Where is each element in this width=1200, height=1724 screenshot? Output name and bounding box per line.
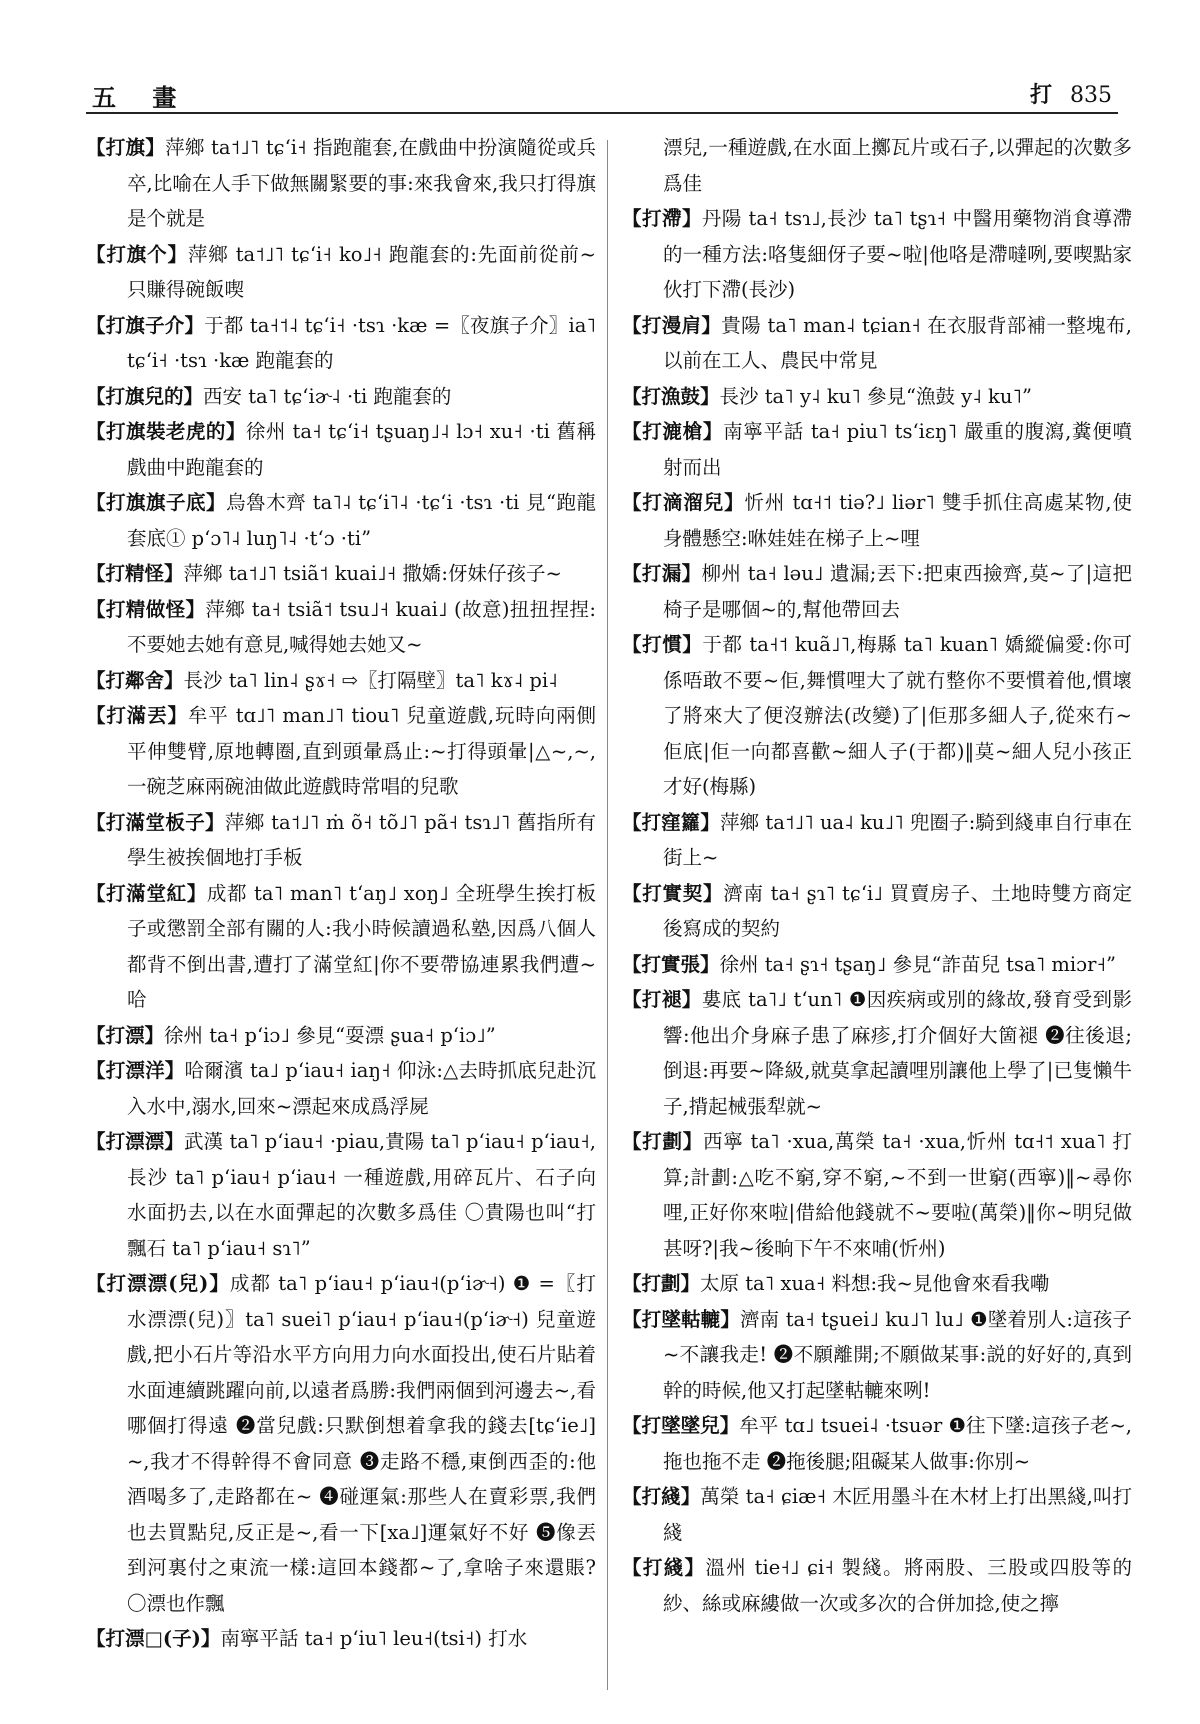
- headword: 【打旗】: [86, 136, 166, 159]
- headword: 【打旗子介】: [86, 313, 205, 337]
- headword: 【打漂洋】: [86, 1059, 185, 1082]
- dictionary-entry: 【打滴溜兒】忻州 tɑ˧˦ tiə?˩ liər˥ 雙手抓住高處某物,使身體懸空:咻娃娃在梯子上~哩: [622, 491, 1132, 550]
- headword: 【打漫肩】: [622, 313, 722, 337]
- headword: 【打旗裝老虎的】: [86, 420, 246, 443]
- dictionary-entry: 【打旗旗子底】烏魯木齊 ta˥˨ tɕʻi˥˨ ·tɕʻi ·tsɿ ·ti 見“跑龍套底① pʻɔ˥˨ luŋ˥˨ ·tʻɔ ·ti”: [86, 491, 596, 550]
- headword: 【打旗兒的】: [86, 384, 204, 408]
- headword: 【打慣】: [622, 633, 703, 656]
- headword: 【打窪籮】: [622, 810, 720, 834]
- headword: 【打滯】: [622, 207, 702, 230]
- headword: 【打漂漂(兒)】: [86, 1272, 230, 1295]
- headword: 【打漁鼓】: [622, 384, 720, 408]
- headword: 【打滴溜兒】: [622, 491, 745, 514]
- headword: 【打漉槍】: [622, 420, 724, 443]
- dictionary-entry: 【打滿丟】牟平 tɑ˩˥ man˩˥ tiou˥ 兒童遊戲,玩時向兩側平伸雙臂,原地轉圈,直到頭暈爲止:~打得頭暈|△~,~,一碗芝麻兩碗油做此遊戲時常唱的兒歌: [86, 704, 596, 798]
- dictionary-entry: 【打精做怪】萍鄉 ta˧ tsiã˦ tsu˩˧ kuai˩ (故意)扭扭捏捏:不要她去她有意見,喊得她去她又~: [86, 597, 596, 656]
- dictionary-entry: 漂兒,一種遊戲,在水面上擲瓦片或石子,以彈起的次數多爲佳: [662, 136, 1132, 195]
- page-number: 835: [1070, 83, 1112, 108]
- headword: 【打綫】: [622, 1485, 701, 1508]
- headword: 【打褪】: [622, 988, 702, 1011]
- dictionary-entry: 【打漂漂】武漢 ta˥ pʻiau˧ ·piau,貴陽 ta˥ pʻiau˧ pʻiau˧,長沙 ta˥ pʻiau˧ pʻiau˧ 一種遊戲,用碎瓦片、石子向水面扔去,以在水面彈起的次數多爲佳 〇貴陽也叫“打飄石 ta˥ pʻiau˧ sɿ˥”: [86, 1130, 596, 1260]
- running-head: [1030, 78, 1112, 109]
- dictionary-entry: 【打漁鼓】長沙 ta˥ y˨ ku˥ 參見“漁鼓 y˨ ku˥”: [622, 384, 1032, 408]
- headword: 【打實契】: [622, 881, 724, 905]
- headword: 【打漂】: [86, 1023, 165, 1047]
- dictionary-entry: 【打滿堂紅】成都 ta˥ man˥ tʻaŋ˩ xoŋ˩ 全班學生挨打板子或懲罰全部有關的人:我小時候讀過私塾,因爲八個人都背不倒出書,遭打了滿堂紅|你不要帶協連累我們遭~哈: [86, 881, 596, 1011]
- dictionary-entry: 【打實張】徐州 ta˧ ʂɿ˧ tʂaŋ˩ 參見“詐苗兒 tsa˥ miɔr˧”: [622, 952, 1116, 976]
- dictionary-entry: 【打漉槍】南寧平話 ta˧ piu˥ tsʻiɛŋ˥ 嚴重的腹瀉,糞便噴射而出: [622, 420, 1132, 479]
- headword: 【打劃】: [622, 1272, 701, 1295]
- dictionary-entry: 【打劃】西寧 ta˥ ·xua,萬榮 ta˧ ·xua,忻州 tɑ˧˦ xua˥ 打算;計劃:△吃不窮,穿不窮,~不到一世窮(西寧)‖~尋你哩,正好你來啦|借給他錢就不~要啦(萬榮)‖你~明兒做甚呀?|我~後晌下午不來哺(忻州): [622, 1130, 1132, 1260]
- headword: 【打精做怪】: [86, 597, 206, 621]
- dictionary-entry: 【打綫】溫州 tie˧˩ ɕi˧ 製綫。將兩股、三股或四股等的紗、絲或麻縷做一次或多次的合併加捻,使之擰: [622, 1556, 1132, 1615]
- headword: 【打墜軲轆】: [622, 1307, 741, 1331]
- headword: 【打漏】: [622, 562, 702, 585]
- dictionary-entry: 【打旗兒的】西安 ta˥ tɕʻiɚ˨ ·ti 跑龍套的: [86, 384, 452, 408]
- dictionary-entry: 【打漏】柳州 ta˧ ləu˩ 遺漏;丟下:把東西撿齊,莫~了|這把椅子是哪個~的,幫他帶回去: [622, 562, 1132, 621]
- dictionary-entry: 【打慣】于都 ta˧˦ kuã˩˥,梅縣 ta˥ kuan˥ 嬌縱偏愛:你可係唔敢不要~佢,舞慣哩大了就冇整你不要慣着他,慣壞了將來大了便沒辦法(改變)了|佢那多細人子,從來冇~佢底|佢一向都喜歡~細人子(于都)‖莫~細人兒小孩正才好(梅縣): [622, 633, 1132, 798]
- dictionary-entry: 【打滿堂板子】萍鄉 ta˦˩˥ ṁ õ˧ tõ˩˥ pã˧ tsɿ˩˥ 舊指所有學生被挨個地打手板: [86, 810, 596, 869]
- dictionary-entry: 【打滯】丹陽 ta˧ tsɿ˩,長沙 ta˥ tʂɿ˧ 中醫用藥物消食導滯的一種方法:咯隻細伢子要~啦|他咯是滯噠咧,要喫點家伙打下滯(長沙): [622, 207, 1132, 301]
- headword: 【打滿丟】: [86, 704, 188, 727]
- dictionary-entry: 【打精怪】萍鄉 ta˦˩˥ tsiã˦ kuai˩˧ 撒嬌:伢妹仔孩子~: [86, 562, 562, 585]
- dictionary-entry: 【打旗个】萍鄉 ta˦˩˥ tɕʻi˧ ko˩˧ 跑龍套的:先面前從前~只賺得碗飯喫: [86, 242, 596, 301]
- dictionary-entry: 【打實契】濟南 ta˧ ʂɿ˥ tɕʻi˩ 買賣房子、土地時雙方商定後寫成的契約: [622, 881, 1132, 940]
- headword: 【打實張】: [622, 952, 720, 976]
- headword: 【打劃】: [622, 1130, 704, 1153]
- left-column: [86, 130, 596, 1700]
- headword: 【打滿堂紅】: [86, 881, 207, 905]
- headword: 【打鄰舍】: [86, 668, 184, 692]
- dictionary-entry: 【打鄰舍】長沙 ta˥ lin˨ ʂɤ˧ ⇨〖打隔壁〗ta˥ kɤ˨ pi˨: [86, 668, 558, 692]
- dictionary-entry: 【打漫肩】貴陽 ta˥ man˨ tɕian˧ 在衣服背部補一整塊布,以前在工人、農民中常見: [622, 313, 1132, 372]
- section-title: 五 畫: [92, 83, 191, 112]
- dictionary-entry: 【打旗】萍鄉 ta˦˩˥ tɕʻi˧ 指跑龍套,在戲曲中扮演隨從或兵卒,比喻在人手下做無關緊要的事:來我會來,我只打得旗是个就是: [86, 136, 596, 230]
- dictionary-entry: 【打旗子介】于都 ta˧˦˨ tɕʻi˧ ·tsɿ ·kæ =〖夜旗子介〗ia˥ tɕʻi˧ ·tsɿ ·kæ 跑龍套的: [86, 313, 596, 372]
- dictionary-entry: 【打綫】萬榮 ta˧ ɕiæ˧ 木匠用墨斗在木材上打出黑綫,叫打綫: [622, 1485, 1132, 1544]
- headword: 【打漂漂】: [86, 1130, 184, 1153]
- dictionary-entry: 【打漂□(子)】南寧平話 ta˧ pʻiu˥ leu˧(tsi˧) 打水: [86, 1627, 528, 1650]
- dictionary-entry: 【打褪】婁底 ta˥˩ tʻun˥ ❶因疾病或別的緣故,發育受到影響:他出介身麻子患了麻疹,打介個好大箇褪 ❷往後退;倒退:再要~降級,就莫拿起讀哩別讓他上學了|已隻懶牛子,揹起械張犁就~: [622, 988, 1132, 1118]
- dictionary-entry: 【打漂】徐州 ta˧ pʻiɔ˩ 參見“耍漂 ʂua˧ pʻiɔ˩”: [86, 1023, 496, 1047]
- dictionary-entry: 【打漂洋】哈爾濱 ta˩ pʻiau˧ iaŋ˧ 仰泳:△去時抓底兒赴沉入水中,溺水,回來~漂起來成爲浮屍: [86, 1059, 596, 1118]
- dictionary-entry: 【打漂漂(兒)】成都 ta˥ pʻiau˧ pʻiau˧(pʻiɚ˧) ❶ =〖打水漂漂(兒)〗ta˥ suei˥ pʻiau˧ pʻiau˧(pʻiɚ˧) 兒童遊戲,把小石片等沿水平方向用力向水面投出,使石片貼着水面連續跳躍向前,以遠者爲勝:我們兩個到河邊去~,看哪個打得遠 ❷當兒戲:只默倒想着拿我的錢去[tɕʻie˩]~,我才不得幹得不會同意 ❸走路不穩,東倒西歪的:他酒喝多了,走路都在~ ❹碰運氣:那些人在賣彩票,我們也去買點兒,反正是~,看一下[xa˩]運氣好不好 ❺像丟到河裏付之東流一樣:這回本錢都~了,拿啥子來還賬? 〇漂也作飄: [86, 1272, 596, 1615]
- headword: 【打墜墜兒】: [622, 1414, 740, 1437]
- dictionary-entry: 【打窪籮】萍鄉 ta˦˩˥ ua˨ ku˩˥ 兜圈子:騎到綫車自行車在街上~: [622, 810, 1132, 869]
- dictionary-entry: 【打劃】太原 ta˥ xua˧ 料想:我~見他會來看我嘞: [622, 1272, 1050, 1295]
- page-header: [86, 66, 1118, 114]
- dictionary-entry: 【打旗裝老虎的】徐州 ta˧ tɕʻi˧ tʂuaŋ˩˨ lɔ˧ xu˧ ·ti 舊稱戲曲中跑龍套的: [86, 420, 596, 479]
- dictionary-entry: 【打墜軲轆】濟南 ta˧ tʂuei˩ ku˩˥ lu˩ ❶墜着別人:這孩子~不讓我走! ❷不願離開;不願做某事:説的好好的,真到幹的時候,他又打起墜軲轆來咧!: [622, 1307, 1132, 1402]
- right-column: [622, 130, 1132, 1700]
- headword: 【打漂□(子)】: [86, 1627, 221, 1650]
- headword: 【打精怪】: [86, 562, 184, 585]
- headword: 【打旗旗子底】: [86, 491, 227, 514]
- headword: 【打旗个】: [86, 242, 188, 266]
- headword: 【打綫】: [622, 1556, 706, 1579]
- head-character: 打: [1029, 82, 1052, 108]
- dictionary-entry: 【打墜墜兒】牟平 tɑ˩ tsuei˨ ·tsuər ❶往下墜:這孩子老~,拖也拖不走 ❷拖後腿;阻礙某人做事:你別~: [622, 1414, 1132, 1473]
- headword: 【打滿堂板子】: [86, 810, 225, 834]
- column-divider: [607, 140, 608, 1690]
